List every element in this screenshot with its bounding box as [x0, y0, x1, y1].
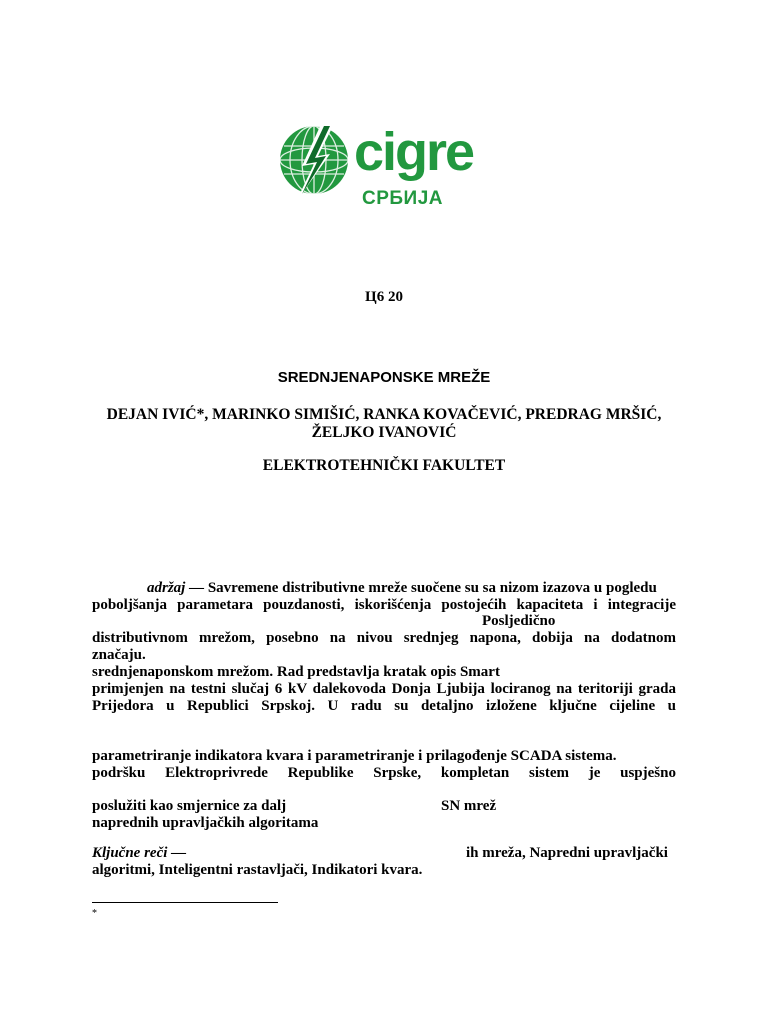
abstract-line-2: poboljšanja parametara pouzdanosti, iskorišćenja postojećih kapaciteta i integracije — [92, 597, 676, 613]
abstract-line-11a: poslužiti kao smjernice za dalj — [92, 798, 287, 814]
keywords-line-2: algoritmi, Inteligentni rastavljači, Indikatori kvara. — [92, 862, 423, 878]
abstract-line-6: srednjenaponskom mrežom. Rad predstavlja kratak opis Smart — [92, 664, 500, 680]
abstract-line-1 — [147, 580, 676, 597]
abstract-text-1: Savremene distributivne mreže suočene su sa nizom izazova u pogledu — [207, 580, 657, 596]
logo-subtitle: СРБИЈА — [362, 188, 443, 209]
abstract-line-5: značaju. — [92, 647, 146, 663]
abstract-line-7: primjenjen na testni slučaj 6 kV dalekovoda Donja Ljubija lociranog na teritoriji grada — [92, 681, 676, 697]
abstract-line-10: podršku Elektroprivrede Republike Srpske, kompletan sistem je uspješno — [92, 765, 676, 781]
abstract-line-11b: SN mrež — [441, 798, 497, 814]
abstract-line-4: distributivnom mrežom, posebno na nivou srednjeg napona, dobija na dodatnom — [92, 630, 676, 646]
globe-lightning-icon — [278, 118, 354, 204]
keywords-line-1: ih mreža, Napredni upravljački — [466, 845, 668, 861]
footnote-mark: * — [92, 908, 97, 919]
affiliation: ELEKTROTEHNIČKI FAKULTET — [262, 457, 506, 474]
footnote-separator — [92, 902, 278, 903]
paper-code: Ц6 20 — [365, 289, 403, 305]
abstract-line-3: Posljedično — [482, 613, 556, 629]
logo-wordmark: cigre — [354, 122, 474, 182]
abstract-label: adržaj — — [147, 580, 205, 596]
paper-title: SREDNJENAPONSKE MREŽE — [277, 369, 491, 386]
authors — [0, 406, 768, 442]
authors-line-2: ŽELJKO IVANOVIĆ — [311, 424, 457, 441]
abstract-line-12: naprednih upravljačkih algoritama — [92, 815, 319, 831]
abstract-line-9: parametriranje indikatora kvara i parametriranje i prilagođenje SCADA sistema. — [92, 748, 617, 764]
cigre-logo — [278, 118, 493, 218]
authors-line-1: DEJAN IVIĆ*, MARINKO SIMIŠIĆ, RANKA KOVAČEVIĆ, PREDRAG MRŠIĆ, — [106, 406, 662, 423]
abstract-line-8: Prijedora u Republici Srpskoj. U radu su detaljno izložene ključne cijeline u — [92, 698, 676, 714]
keywords-label: Ključne reči — — [92, 845, 187, 861]
